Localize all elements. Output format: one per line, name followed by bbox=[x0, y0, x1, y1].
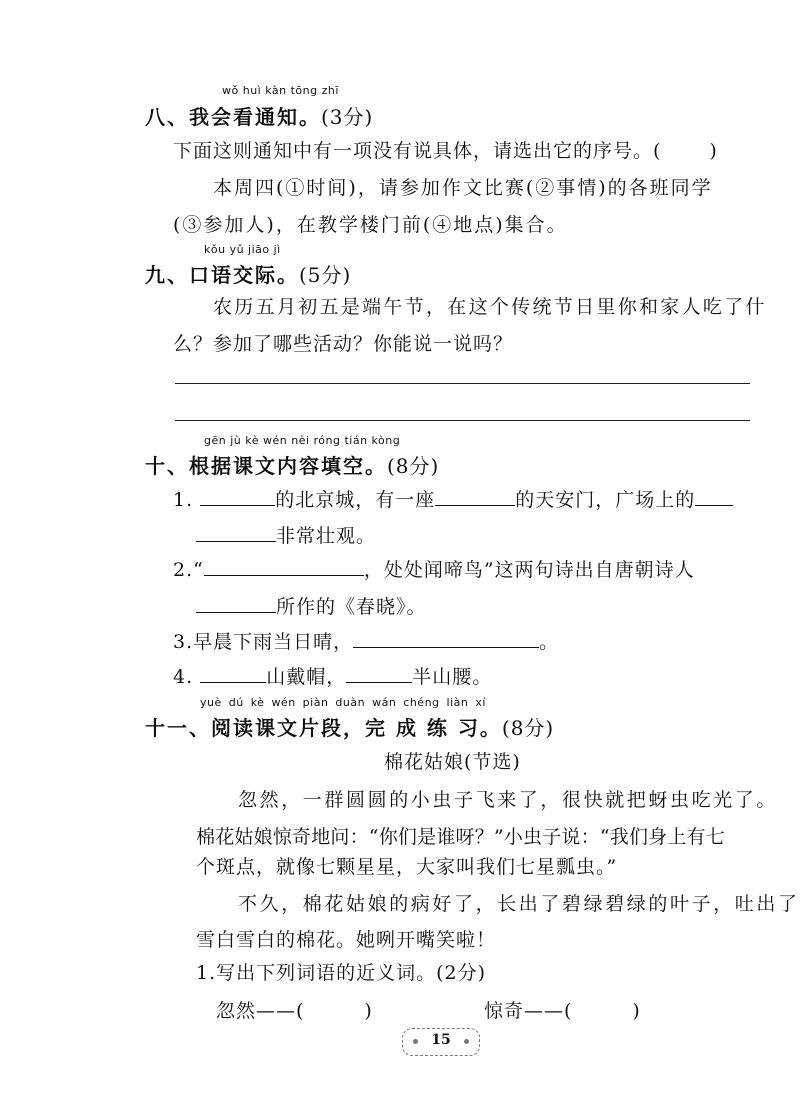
q2-text-a: ，处处闻啼鸟”这两句诗出自唐朝诗人 bbox=[363, 559, 695, 581]
section10-q1-line1 bbox=[173, 485, 733, 512]
section8-title: 我会看通知。 bbox=[189, 105, 321, 129]
q4-text-b: 半山腰。 bbox=[412, 666, 493, 688]
q3-end: 。 bbox=[539, 631, 560, 653]
q2-number: 2. bbox=[173, 559, 194, 581]
section9-line1: 农历五月初五是端午节，在这个传统节日里你和家人吃了什 bbox=[213, 296, 767, 318]
q1-text-b: 的天安门，广场上的 bbox=[515, 489, 696, 511]
section10-score: (8分) bbox=[387, 454, 440, 478]
section9-number: 九、 bbox=[145, 263, 189, 287]
section9-heading bbox=[145, 259, 351, 288]
section11-heading bbox=[145, 712, 554, 741]
section11-title-b: 完 成 练 习。 bbox=[365, 716, 502, 740]
synonym-close-2: ) bbox=[632, 1000, 641, 1022]
section8-question-close: ) bbox=[709, 140, 718, 162]
section10-q4 bbox=[173, 662, 492, 689]
q1-text-c: 非常壮观。 bbox=[276, 525, 377, 547]
answer-line-1[interactable] bbox=[175, 383, 750, 384]
q1-blank-3[interactable] bbox=[695, 487, 733, 506]
passage-title bbox=[384, 747, 521, 774]
section8-notice-line2: (③参加人)，在教学楼门前(④地点)集合。 bbox=[173, 214, 568, 236]
q1-number: 1. bbox=[173, 489, 194, 511]
section9-score: (5分) bbox=[299, 263, 352, 287]
page-dot-right bbox=[464, 1039, 469, 1044]
section10-pinyin: gēn jù kè wén nèi róng tián kòng bbox=[204, 434, 401, 447]
q1-blank-2[interactable] bbox=[435, 487, 515, 506]
passage-p1-line2: 棉花姑娘惊奇地问：“你们是谁呀？”小虫子说：“我们身上有七 bbox=[196, 826, 725, 848]
section10-heading bbox=[145, 450, 439, 479]
section10-q2-line2 bbox=[196, 592, 427, 619]
section8-heading bbox=[145, 101, 373, 130]
synonym-word-2: 惊奇——( bbox=[484, 1000, 573, 1022]
section9-line2: 么？参加了哪些活动？你能说一说吗？ bbox=[173, 333, 514, 355]
passage-title-main: 棉花姑娘 bbox=[384, 751, 465, 773]
section10-title: 根据课文内容填空。 bbox=[189, 454, 387, 478]
synonym-word-1: 忽然——( bbox=[216, 1000, 305, 1022]
q1-blank-1[interactable] bbox=[200, 487, 275, 506]
section10-q1-line2 bbox=[196, 521, 376, 548]
passage-title-sub: (节选) bbox=[464, 751, 521, 773]
q4-blank-1[interactable] bbox=[200, 664, 266, 683]
section11-title-a: 阅读课文片段， bbox=[211, 716, 365, 740]
page-number: 15 bbox=[431, 1032, 451, 1048]
q2-blank-2[interactable] bbox=[196, 594, 276, 613]
passage-p2-line2: 雪白雪白的棉花。她咧开嘴笑啦！ bbox=[196, 929, 497, 951]
passage-q1: 1.写出下列词语的近义词。(2分) bbox=[196, 962, 487, 984]
section8-notice-line1: 本周四(①时间)，请参加作文比赛(②事情)的各班同学 bbox=[213, 177, 713, 199]
q3-blank[interactable] bbox=[353, 629, 539, 648]
q4-text-a: 山戴帽， bbox=[266, 666, 347, 688]
page-number-box bbox=[402, 1028, 480, 1056]
q4-number: 4. bbox=[173, 666, 194, 688]
passage-p1-line1: 忽然，一群圆圆的小虫子飞来了，很快就把蚜虫吃光了。 bbox=[238, 789, 779, 811]
section8-pinyin: wǒ huì kàn tōng zhī bbox=[222, 84, 339, 97]
section8-score: (3分) bbox=[321, 105, 374, 129]
section10-q2-line1 bbox=[173, 555, 695, 582]
section8-question bbox=[173, 136, 718, 163]
section9-pinyin: kǒu yǔ jiāo jì bbox=[204, 243, 281, 256]
section11-score: (8分) bbox=[501, 716, 555, 740]
section10-number: 十、 bbox=[145, 454, 189, 478]
q3-text: 3.早晨下雨当日晴， bbox=[173, 631, 354, 653]
q2-open-quote: “ bbox=[193, 559, 204, 581]
section9-title: 口语交际。 bbox=[189, 263, 299, 287]
synonym-item-2 bbox=[484, 996, 641, 1023]
q2-blank-1[interactable] bbox=[204, 557, 364, 576]
passage-p2-line1: 不久，棉花姑娘的病好了，长出了碧绿碧绿的叶子，吐出了 bbox=[238, 893, 800, 915]
q1-blank-4[interactable] bbox=[196, 523, 276, 542]
section8-number: 八、 bbox=[145, 105, 189, 129]
q4-blank-2[interactable] bbox=[346, 664, 412, 683]
section10-q3 bbox=[173, 627, 559, 654]
q2-text-b: 所作的《春晓》。 bbox=[276, 596, 427, 618]
section11-number: 十一、 bbox=[145, 716, 211, 740]
synonym-close-1: ) bbox=[364, 1000, 373, 1022]
section11-pinyin: yuè dú kè wén piàn duàn wán chéng liàn xí bbox=[200, 696, 486, 709]
synonym-item-1 bbox=[216, 996, 373, 1023]
answer-line-2[interactable] bbox=[175, 420, 750, 421]
q1-text-a: 的北京城，有一座 bbox=[275, 489, 436, 511]
passage-p1-line3: 个斑点，就像七颗星星，大家叫我们七星瓢虫。” bbox=[196, 856, 618, 878]
section8-question-text: 下面这则通知中有一项没有说具体，请选出它的序号。( bbox=[173, 140, 662, 162]
